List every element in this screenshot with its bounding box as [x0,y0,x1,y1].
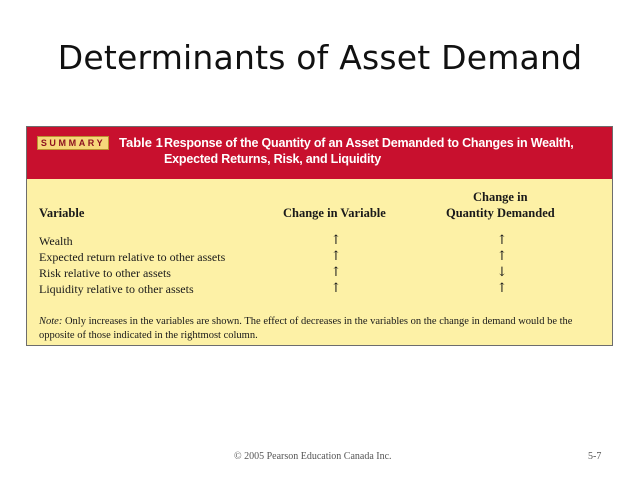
quantity-arrow-expected-return: ↑ [496,249,508,264]
slide-title: Determinants of Asset Demand [57,38,583,77]
note-text: Only increases in the variables are shown. The effect of decreases in the variables on the change in demand would be the opposite of those indicated in the rightmost column. [39,316,573,341]
summary-table [26,126,613,346]
change-arrow-risk: ↑ [330,265,342,280]
row-label-expected-return: Expected return relative to other assets [39,250,226,264]
change-arrow-wealth: ↑ [330,233,342,248]
table-note [39,315,609,343]
table-caption [164,135,594,167]
table-caption-line-1: Response of the Quantity of an Asset Demanded to Changes in Wealth, [164,136,574,150]
footer-copyright: © 2005 Pearson Education Canada Inc. [234,451,392,462]
note-label: Note: [39,316,63,327]
row-label-risk: Risk relative to other assets [39,266,171,280]
column-header-variable: Variable [39,206,85,220]
quantity-arrow-risk: ↓ [496,265,508,280]
table-number: Table 1 [119,135,163,150]
summary-tag: SUMMARY [37,136,109,150]
row-label-liquidity: Liquidity relative to other assets [39,282,194,296]
quantity-arrow-liquidity: ↑ [496,281,508,296]
change-arrow-expected-return: ↑ [330,249,342,264]
column-header-change-in-variable: Change in Variable [283,206,386,220]
quantity-arrow-wealth: ↑ [496,233,508,248]
footer-page-number: 5-7 [588,451,602,462]
row-label-wealth: Wealth [39,234,73,248]
column-header-change-in-line-1: Change in [473,190,528,204]
column-header-quantity-demanded: Quantity Demanded [446,206,555,220]
change-arrow-liquidity: ↑ [330,281,342,296]
table-header-band [27,127,612,179]
table-caption-line-2: Expected Returns, Risk, and Liquidity [164,152,381,166]
